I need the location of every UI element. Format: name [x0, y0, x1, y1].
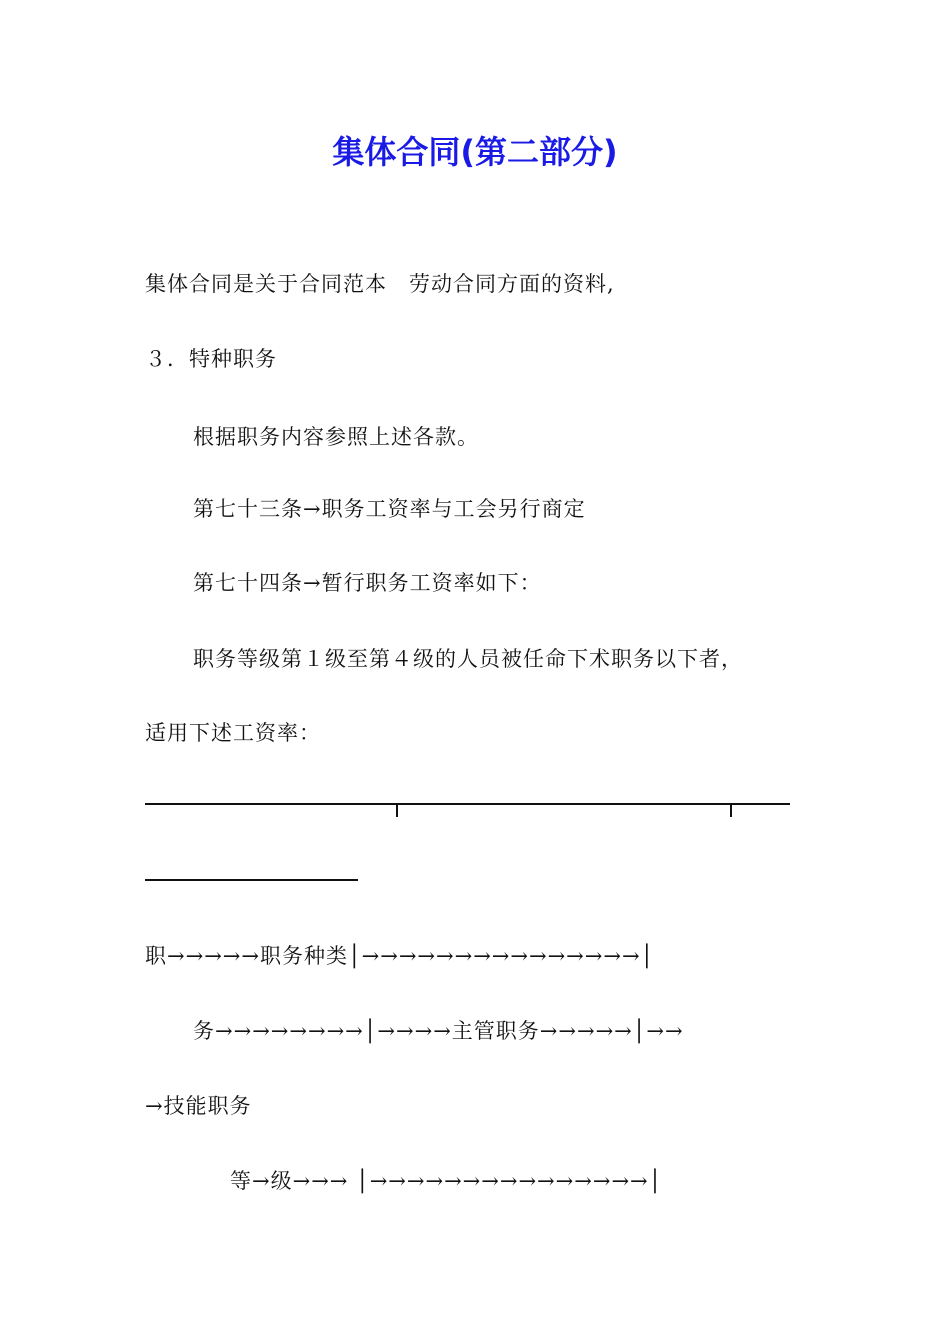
- table-divider: [730, 803, 732, 817]
- article-73: 第七十三条→职务工资率与工会另行商定: [193, 497, 586, 521]
- table-divider: [396, 803, 398, 817]
- paragraph: 适用下述工资率：: [145, 721, 321, 745]
- table-row: →技能职务: [145, 1094, 252, 1118]
- paragraph: 职务等级第１级至第４级的人员被任命下术职务以下者，: [193, 647, 743, 671]
- page-title: 集体合同(第二部分): [332, 133, 618, 171]
- table-rule-top: [145, 803, 790, 805]
- section-heading: ３．特种职务: [145, 347, 277, 371]
- table-row: 职→→→→→职务种类│→→→→→→→→→→→→→→→│: [145, 944, 655, 968]
- article-74: 第七十四条→暂行职务工资率如下：: [193, 571, 542, 595]
- table-row: 等→级→→→ │→→→→→→→→→→→→→→→│: [230, 1169, 663, 1193]
- table-row: 务→→→→→→→→│→→→→主管职务→→→→→│→→: [193, 1019, 684, 1043]
- intro-line: 集体合同是关于合同范本 劳动合同方面的资料,: [145, 272, 615, 296]
- paragraph: 根据职务内容参照上述各款。: [193, 425, 479, 449]
- table-rule-bottom: [145, 879, 358, 881]
